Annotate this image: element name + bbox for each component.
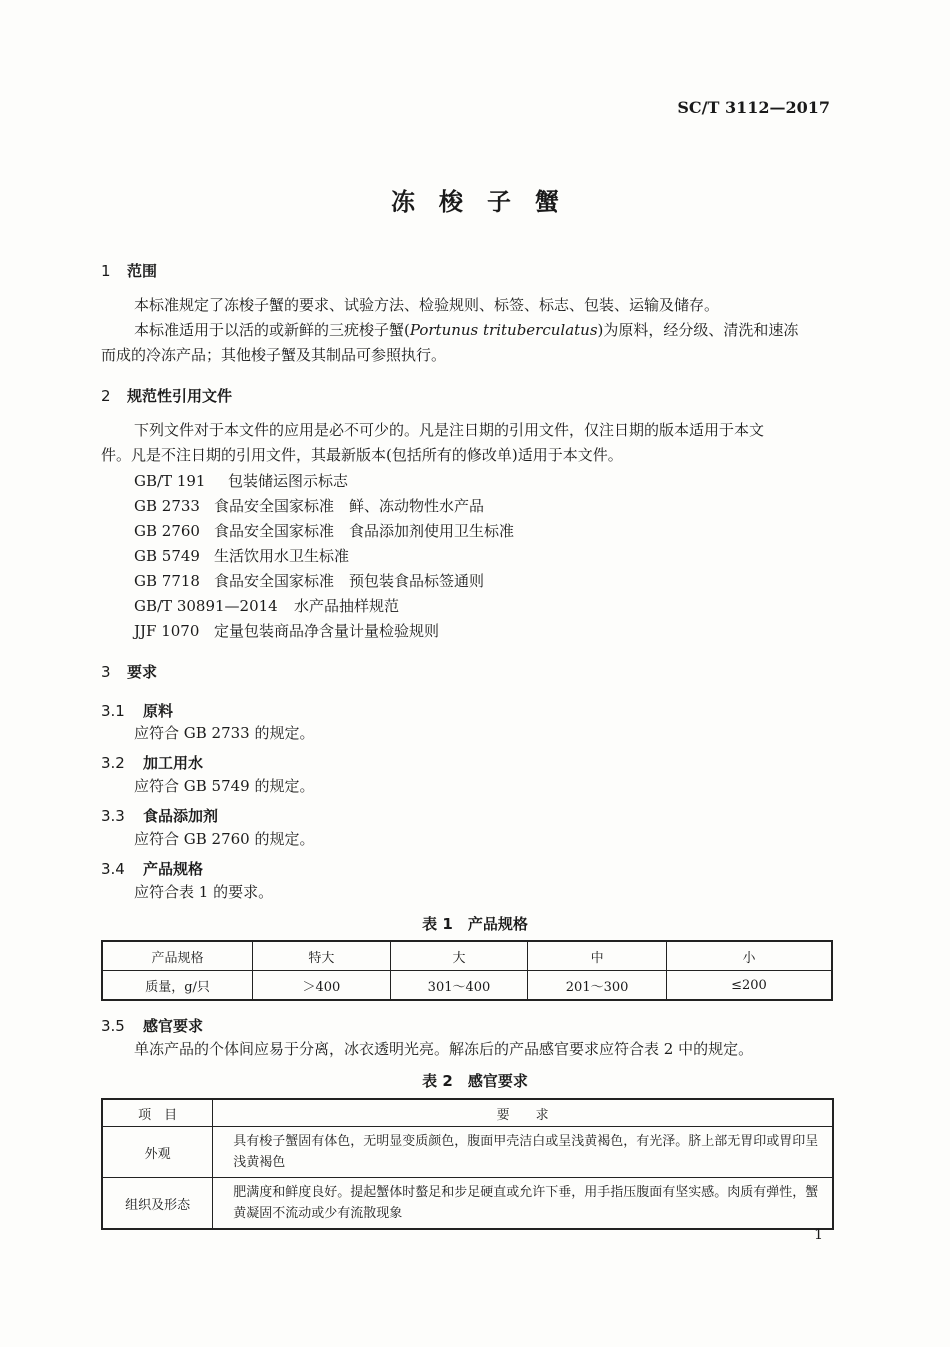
table-header-cell: 项 目 <box>102 1099 213 1127</box>
reference-item <box>134 495 484 516</box>
section-number: 3 <box>101 663 111 681</box>
sensory-requirements-table <box>101 1098 834 1230</box>
table-header-cell: 要 求 <box>213 1099 833 1127</box>
reference-title: 食品安全国家标准 预包装食品标签通则 <box>214 572 485 590</box>
table-1-caption: 表 1 产品规格 <box>422 915 528 933</box>
subsection-title: 加工用水 <box>143 754 204 772</box>
subsection-3-5-text: 单冻产品的个体间应易于分离，冰衣透明光亮。解冻后的产品感官要求应符合表 2 中的规定。 <box>134 1040 754 1058</box>
subsection-title: 食品添加剂 <box>143 807 219 825</box>
reference-item <box>134 545 349 566</box>
table-header-cell: 小 <box>666 941 832 971</box>
table-header-row <box>102 1099 833 1127</box>
refs-paragraph: 下列文件对于本文件的应用是必不可少的。凡是注日期的引用文件，仅注日期的版本适用于本文 <box>134 421 765 439</box>
table-cell-item: 组织及形态 <box>102 1178 213 1230</box>
subsection-number: 3.1 <box>101 702 125 720</box>
subsection-3-2-heading <box>101 752 203 773</box>
page-number: 1 <box>814 1227 823 1243</box>
reference-title: 包装储运图示标志 <box>228 472 349 490</box>
table-header-cell: 大 <box>390 941 528 971</box>
reference-code: GB 5749 <box>134 547 200 565</box>
table-row <box>102 971 832 1001</box>
subsection-title: 感官要求 <box>143 1017 204 1035</box>
section-2-heading <box>101 385 232 406</box>
scope-paragraph-1: 本标准规定了冻梭子蟹的要求、试验方法、检验规则、标签、标志、包装、运输及储存。 <box>134 296 720 314</box>
subsection-number: 3.2 <box>101 754 125 772</box>
reference-title: 食品安全国家标准 鲜、冻动物性水产品 <box>214 497 485 515</box>
standard-code: SC/T 3112—2017 <box>677 98 830 117</box>
subsection-title: 原料 <box>143 702 174 720</box>
section-3-heading <box>101 661 157 682</box>
subsection-number: 3.3 <box>101 807 125 825</box>
subsection-number: 3.5 <box>101 1017 125 1035</box>
table-header-cell: 中 <box>528 941 667 971</box>
reference-item <box>134 470 348 491</box>
subsection-3-1-heading <box>101 700 173 721</box>
subsection-3-4-text: 应符合表 1 的要求。 <box>134 883 274 901</box>
scope-paragraph-2 <box>134 318 798 343</box>
table-row <box>102 1127 833 1178</box>
subsection-3-1-text: 应符合 GB 2733 的规定。 <box>134 724 315 742</box>
table-cell-item: 外观 <box>102 1127 213 1178</box>
subsection-3-2-text: 应符合 GB 5749 的规定。 <box>134 777 315 795</box>
table-cell-requirement: 具有梭子蟹固有体色，无明显变质颜色，腹面甲壳洁白或呈浅黄褐色，有光泽。脐上部无胃印或胃印呈浅黄褐色 <box>213 1127 833 1178</box>
table-header-row <box>102 941 832 971</box>
reference-code: GB 2760 <box>134 522 200 540</box>
scope-text: )为原料，经分级、清洗和速冻 <box>597 321 799 339</box>
section-title: 要求 <box>127 663 158 681</box>
table-cell: 301～400 <box>390 971 528 1001</box>
scope-paragraph-2-cont: 而成的冷冻产品；其他梭子蟹及其制品可参照执行。 <box>101 346 447 364</box>
refs-paragraph-cont: 件。凡是不注日期的引用文件，其最新版本(包括所有的修改单)适用于本文件。 <box>101 446 623 464</box>
subsection-3-4-heading <box>101 858 203 879</box>
table-2-caption: 表 2 感官要求 <box>422 1072 528 1090</box>
subsection-title: 产品规格 <box>143 860 204 878</box>
section-title: 范围 <box>127 262 158 280</box>
reference-title: 定量包装商品净含量计量检验规则 <box>214 622 440 640</box>
subsection-3-5-heading <box>101 1015 203 1036</box>
table-header-cell: 特大 <box>253 941 391 971</box>
subsection-number: 3.4 <box>101 860 125 878</box>
document-title: 冻梭子蟹 <box>391 187 583 216</box>
subsection-3-3-heading <box>101 805 218 826</box>
section-title: 规范性引用文件 <box>127 387 233 405</box>
table-cell-requirement: 肥满度和鲜度良好。提起蟹体时螯足和步足硬直或允许下垂，用手指压腹面有坚实感。肉质有弹性，蟹黄凝固不流动或少有流散现象 <box>213 1178 833 1230</box>
reference-code: GB 7718 <box>134 572 200 590</box>
latin-name: Portunus trituberculatus <box>409 321 598 339</box>
section-1-heading <box>101 260 157 281</box>
reference-code: GB/T 30891—2014 <box>134 597 278 615</box>
section-number: 2 <box>101 387 111 405</box>
table-row <box>102 1178 833 1230</box>
table-cell: 质量，g/只 <box>102 971 253 1001</box>
table-cell: 201～300 <box>528 971 667 1001</box>
reference-item <box>134 620 439 641</box>
table-cell: ≤200 <box>666 971 832 1001</box>
reference-code: JJF 1070 <box>134 622 200 640</box>
subsection-3-3-text: 应符合 GB 2760 的规定。 <box>134 830 315 848</box>
table-header-cell: 产品规格 <box>102 941 253 971</box>
product-spec-table <box>101 940 833 1001</box>
reference-item <box>134 570 484 591</box>
reference-item <box>134 595 399 616</box>
scope-text: 本标准适用于以活的或新鲜的三疣梭子蟹( <box>134 321 410 339</box>
reference-title: 食品安全国家标准 食品添加剂使用卫生标准 <box>214 522 515 540</box>
reference-title: 水产品抽样规范 <box>294 597 400 615</box>
reference-code: GB/T 191 <box>134 472 206 490</box>
reference-code: GB 2733 <box>134 497 200 515</box>
section-number: 1 <box>101 262 111 280</box>
reference-item <box>134 520 514 541</box>
reference-title: 生活饮用水卫生标准 <box>214 547 350 565</box>
table-cell: ＞400 <box>253 971 391 1001</box>
